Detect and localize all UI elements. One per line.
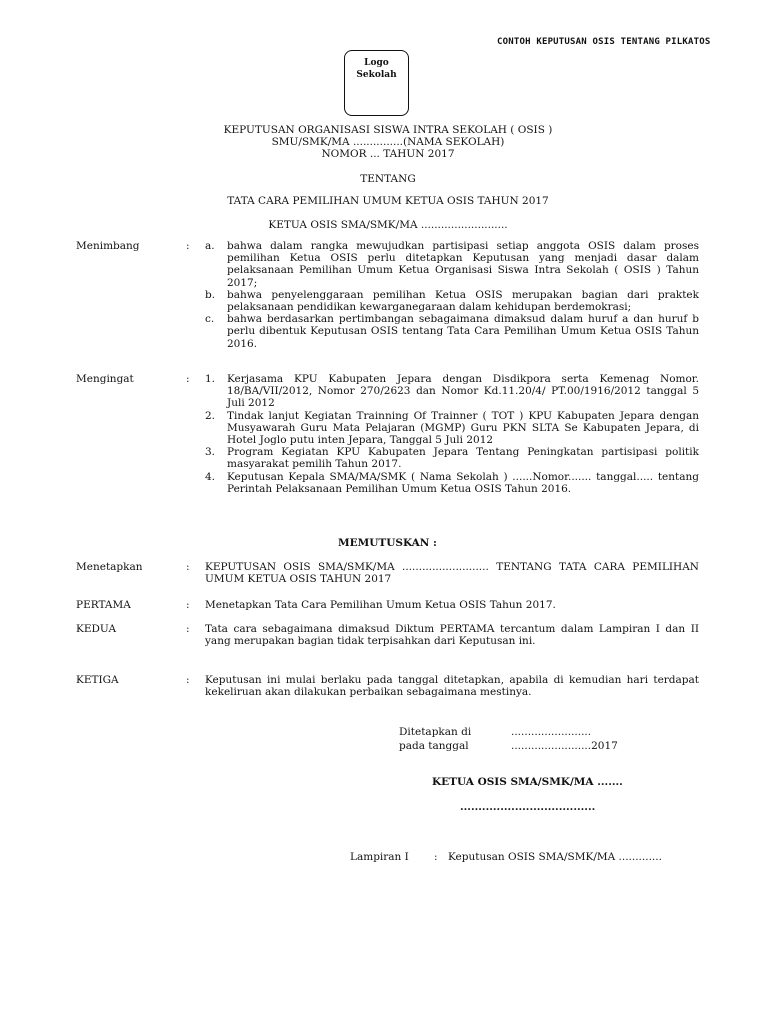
mengingat-colon: : — [186, 373, 190, 385]
logo-text-line2: Sekolah — [356, 70, 397, 80]
item-text: Kerjasama KPU Kabupaten Jepara dengan Disdikpora serta Kemenag Nomor. 18/BA/VII/2012, Nomor 270/2623 dan Nomor Kd.11.20/4/ PT.00/1916/2012 tanggal 5 Juli 2012 — [227, 373, 699, 410]
item-marker: 4. — [205, 470, 216, 483]
item-text: bahwa penyelenggaraan pemilihan Ketua OSIS merupakan bagian dari praktek pelaksanaan pendidikan kewarganegaraan dalam kehidupan berdemokrasi; — [227, 288, 699, 314]
title-line3: NOMOR ... TAHUN 2017 — [321, 148, 455, 160]
signer-title: KETUA OSIS SMA/SMK/MA ....... — [432, 776, 623, 788]
logo-text-line1: Logo — [364, 58, 389, 68]
date-label: pada tanggal — [399, 740, 469, 752]
lampiran-label: Lampiran I — [350, 851, 409, 863]
item-text: Keputusan Kepala SMA/MA/SMK ( Nama Sekolah ) ......Nomor....... tanggal..... tentang Perintah Pelaksanaan Pemilihan Umum Ketua OSIS Tahun 2016. — [227, 470, 699, 495]
item-marker: a. — [205, 240, 215, 252]
title-line1: KEPUTUSAN ORGANISASI SISWA INTRA SEKOLAH ( OSIS ) — [223, 124, 553, 136]
pertama-colon: : — [186, 599, 190, 611]
menimbang-colon: : — [186, 240, 190, 252]
mengingat-item — [205, 410, 699, 447]
item-marker: c. — [205, 313, 215, 326]
menetapkan-label: Menetapkan — [76, 561, 143, 573]
item-marker: 2. — [205, 409, 216, 422]
tentang-heading: TENTANG — [360, 173, 416, 185]
menimbang-list — [205, 240, 699, 350]
lampiran-text: Keputusan OSIS SMA/SMK/MA ............. — [448, 851, 662, 863]
menimbang-item — [205, 240, 699, 289]
mengingat-item — [205, 373, 699, 410]
place-label: Ditetapkan di — [399, 726, 472, 738]
menimbang-item — [205, 289, 699, 313]
menetapkan-text: KEPUTUSAN OSIS SMA/SMK/MA .......................... TENTANG TATA CARA PEMILIHAN UMUM KETUA OSIS TAHUN 2017 — [205, 561, 699, 586]
mengingat-list — [205, 373, 699, 495]
memutuskan-heading: MEMUTUSKAN : — [338, 537, 437, 549]
mengingat-label: Mengingat — [76, 373, 134, 385]
place-value: ........................ — [511, 726, 592, 738]
ketiga-label: KETIGA — [76, 674, 119, 686]
pertama-label: PERTAMA — [76, 599, 131, 611]
item-text: bahwa dalam rangka mewujudkan partisipasi setiap anggota OSIS dalam proses pemilihan Ketua OSIS perlu ditetapkan Keputusan yang menjadi dasar dalam pelaksanaan Pemilihan Umum Ketua Organisasi Siswa Intra Sekolah ( OSIS ) Tahun 2017; — [227, 240, 699, 289]
item-marker: b. — [205, 288, 216, 301]
school-logo-placeholder — [344, 50, 409, 116]
item-marker: 1. — [205, 373, 216, 385]
date-value: ........................2017 — [511, 740, 618, 752]
kedua-text: Tata cara sebagaimana dimaksud Diktum PERTAMA tercantum dalam Lampiran I dan II yang merupakan bagian tidak terpisahkan dari Keputusan ini. — [205, 623, 699, 648]
menetapkan-colon: : — [186, 561, 190, 573]
decision-subject: TATA CARA PEMILIHAN UMUM KETUA OSIS TAHUN 2017 — [227, 195, 549, 207]
mengingat-item — [205, 471, 699, 495]
menimbang-item — [205, 313, 699, 350]
kedua-colon: : — [186, 623, 190, 635]
item-text: Program Kegiatan KPU Kabupaten Jepara Tentang Peningkatan partisipasi politik masyarakat pemilih Tahun 2017. — [227, 446, 699, 471]
decision-authority: KETUA OSIS SMA/SMK/MA .......................... — [268, 219, 508, 231]
item-text: bahwa berdasarkan pertimbangan sebagaimana dimaksud dalam huruf a dan huruf b perlu dibentuk Keputusan OSIS tentang Tata Cara Pemilihan Umum Ketua OSIS Tahun 2016. — [227, 313, 699, 350]
menimbang-label: Menimbang — [76, 240, 140, 252]
item-marker: 3. — [205, 446, 216, 459]
document-header-tag: CONTOH KEPUTUSAN OSIS TENTANG PILKATOS — [497, 37, 711, 47]
title-line2: SMU/SMK/MA ...............(NAMA SEKOLAH) — [271, 136, 505, 148]
ketiga-text: Keputusan ini mulai berlaku pada tanggal ditetapkan, apabila di kemudian hari terdapat kekeliruan akan dilakukan perbaikan sebagaimana mestinya. — [205, 674, 699, 699]
ketiga-colon: : — [186, 674, 190, 686]
pertama-text: Menetapkan Tata Cara Pemilihan Umum Ketua OSIS Tahun 2017. — [205, 599, 556, 611]
decision-title — [140, 124, 636, 160]
item-text: Tindak lanjut Kegiatan Trainning Of Trainner ( TOT ) KPU Kabupaten Jepara dengan Musyawarah Guru Mata Pelajaran (MGMP) Guru PKN SLTA Se Kabupaten Jepara, di Hotel Joglo putu inten Jepara, Tanggal 5 Juli 2012 — [227, 409, 699, 447]
signer-name-line: ..................................... — [460, 801, 596, 813]
mengingat-item — [205, 446, 699, 470]
lampiran-colon: : — [434, 851, 438, 863]
kedua-label: KEDUA — [76, 623, 117, 635]
